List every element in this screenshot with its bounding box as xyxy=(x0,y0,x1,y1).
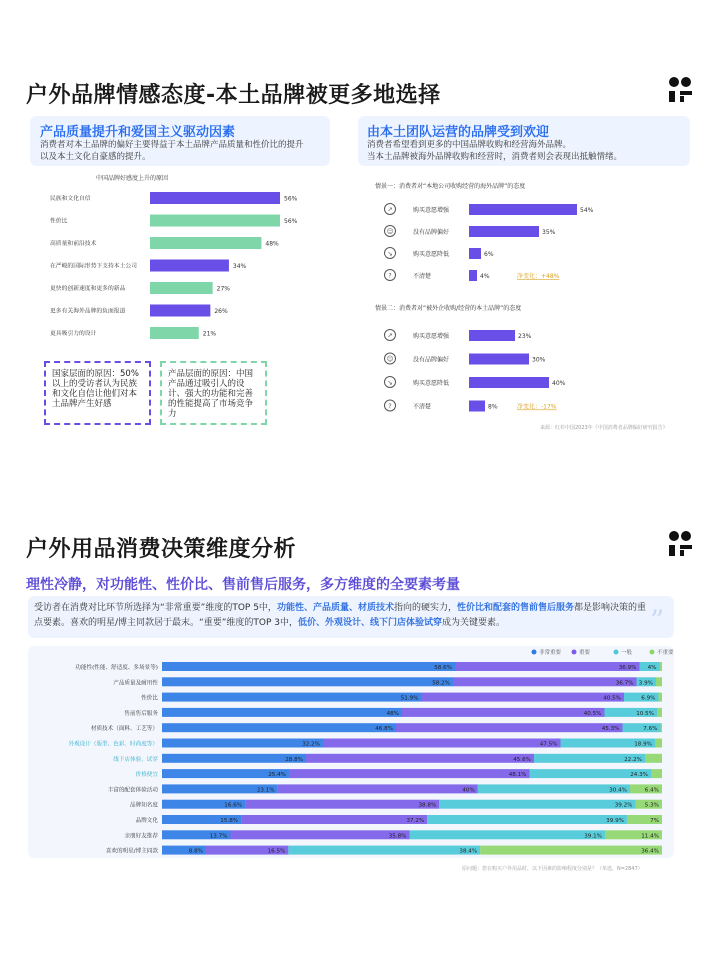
segment-value: 25.4% xyxy=(268,772,286,779)
desc-bold-3: 低价、外观设计、线下门店体验试穿 xyxy=(297,618,442,628)
bar-value: 21% xyxy=(202,330,217,338)
segment-value: 13.7% xyxy=(209,833,228,840)
segment-value: 58.6% xyxy=(434,665,452,671)
scenario-bar xyxy=(469,204,577,215)
left-panel-desc: 消费者对本土品牌的偏好主要得益于本土品牌产品质量和性价比的提升以及本土文化自豪感的提升。 xyxy=(40,140,304,162)
brand-logo-2 xyxy=(666,528,696,558)
scenario-value: 30% xyxy=(532,356,546,364)
legend-label: 一般 xyxy=(621,650,633,656)
scenario-value: 23% xyxy=(518,333,532,340)
segment-value: 36.4% xyxy=(641,848,659,855)
bar-value: 27% xyxy=(216,285,231,293)
stacked-segment xyxy=(289,769,530,778)
segment-value: 32.2% xyxy=(302,741,320,748)
segment-value: 5.3% xyxy=(644,802,659,809)
stacked-segment xyxy=(427,815,627,824)
segment-value: 38.8% xyxy=(418,802,437,809)
factor-label: 外观设计（版型、色彩、时尚度等） xyxy=(68,741,158,748)
stacked-segment xyxy=(306,754,534,763)
legend-label: 非常重要 xyxy=(539,650,562,656)
scenario-label: 不清楚 xyxy=(413,403,432,411)
segment-value: 16.6% xyxy=(224,802,243,809)
segment-value: 47.5% xyxy=(539,741,558,748)
stacked-segment xyxy=(288,846,480,855)
desc-text-2: 指向的硬实力， xyxy=(393,603,457,613)
legend-label: 重要 xyxy=(579,650,591,656)
scenario-title: 情景一：消费者对“本地公司收购经营的海外品牌”的态度 xyxy=(375,183,526,190)
category-icon-glyph: ☺ xyxy=(386,227,394,236)
desc-text-1: 受访者在消费对比环节所选择为“非常重要”维度的TOP 5中， xyxy=(34,603,277,613)
bar-value: 34% xyxy=(232,263,247,270)
segment-value: 36.7% xyxy=(615,680,634,687)
segment-value: 45.6% xyxy=(513,756,531,763)
segment-value: 39.2% xyxy=(614,802,633,809)
scenario-value: 40% xyxy=(552,380,566,387)
bar-label: 更快的创新速度和更多的新品 xyxy=(50,286,126,292)
right-panel-heading: 由本土团队运营的品牌受到欢迎 xyxy=(367,125,550,140)
legend-swatch xyxy=(532,650,537,655)
segment-value: 22.2% xyxy=(624,756,642,763)
category-icon-glyph: ↗ xyxy=(387,331,393,340)
factor-label: 线下店体验、试穿 xyxy=(113,756,158,763)
factor-label: 品牌文化 xyxy=(135,818,158,824)
desc-bold-1: 功能性、产品质量、材质技术 xyxy=(276,603,394,613)
segment-value: 48% xyxy=(386,710,399,717)
desc-text-3: 都是影响决策的重点要素。喜欢的明星/博主同款居于最末。“重要”维度的TOP 3中， xyxy=(34,603,646,628)
segment-value: 46.8% xyxy=(375,726,393,733)
scenario-value: 4% xyxy=(480,273,490,280)
scenario-label: 购买意愿增强 xyxy=(413,333,450,340)
question-note: 原问题：您在购买户外用品时，以下因素的影响程度分别是？（单选，N=2847） xyxy=(462,866,643,872)
segment-value: 35.8% xyxy=(388,833,407,840)
bar xyxy=(150,327,199,339)
factor-label: 喜欢的明星/博主同款 xyxy=(105,848,158,855)
legend-label: 不重要 xyxy=(657,650,674,656)
stacked-segment xyxy=(162,723,396,732)
stacked-segment xyxy=(453,677,637,686)
net-change-label: 净变化：-17% xyxy=(517,403,557,411)
stacked-segment xyxy=(245,800,439,809)
bar xyxy=(150,305,210,317)
bar-value: 26% xyxy=(214,308,228,315)
segment-value: 24.3% xyxy=(630,772,648,779)
bar xyxy=(150,237,261,249)
segment-value: 38.4% xyxy=(459,848,478,855)
stacked-segment xyxy=(162,739,323,748)
factor-label: 功能性(性能、舒适度、多场景等) xyxy=(75,665,158,671)
segment-value: 6.4% xyxy=(644,787,659,794)
stacked-segment xyxy=(402,708,605,717)
stacked-segment xyxy=(655,739,662,748)
chart-scenario-1 xyxy=(375,176,695,296)
chart-reasons xyxy=(30,170,330,356)
segment-value: 3.9% xyxy=(638,680,653,687)
bar-value: 48% xyxy=(265,240,279,248)
stacked-segment xyxy=(396,723,623,732)
segment-value: 4% xyxy=(647,665,657,671)
right-panel-desc-1: 消费者希望看到更多的中国品牌收购和经营海外品牌。 xyxy=(367,140,572,150)
brand-logo xyxy=(666,74,696,104)
national-reason-box: 国家层面的原因：50%以上的受访者认为民族和文化自信让他们对本土品牌产生好感 xyxy=(44,361,151,425)
left-panel-heading: 产品质量提升和爱国主义驱动因素 xyxy=(40,125,236,140)
factor-label: 材质技术（面料、工艺等） xyxy=(90,726,158,733)
bar-label: 更具吸引力的设计 xyxy=(50,331,97,337)
bar-label: 更多有关海外品牌的负面报道 xyxy=(50,308,126,315)
segment-value: 48.1% xyxy=(508,772,527,779)
right-panel-desc-2: 当本土品牌被海外品牌收购和经营时，消费者则会表现出抵触情绪。 xyxy=(367,152,623,162)
stacked-segment xyxy=(422,693,625,702)
stacked-segment xyxy=(162,693,422,702)
segment-value: 11.4% xyxy=(641,833,659,840)
category-icon-glyph: ↗ xyxy=(387,205,393,214)
scenario-bar xyxy=(469,401,485,412)
segment-value: 40.5% xyxy=(603,695,621,702)
chart-scenario-2 xyxy=(375,298,695,424)
scenario-label: 购买意愿降低 xyxy=(413,380,450,387)
scenario-value: 8% xyxy=(488,403,498,411)
stacked-segment xyxy=(651,769,662,778)
segment-value: 30.4% xyxy=(609,787,627,794)
segment-value: 37.2% xyxy=(406,818,425,824)
desc-bold-2: 性价比和配套的售前售后服务 xyxy=(456,603,574,613)
scenario-label: 购买意愿降低 xyxy=(413,251,450,258)
bar xyxy=(150,192,280,204)
category-icon-glyph: ↘ xyxy=(387,378,393,387)
scenario-bar xyxy=(469,248,481,259)
scenario-bar xyxy=(469,226,539,237)
factor-label: 亲朋好友推荐 xyxy=(124,833,158,840)
stacked-segment xyxy=(657,708,662,717)
legend-swatch xyxy=(572,650,577,655)
factor-label: 价格便宜 xyxy=(135,772,158,779)
legend-swatch xyxy=(614,650,619,655)
segment-value: 58.2% xyxy=(432,680,450,687)
stacked-segment xyxy=(659,693,663,702)
factor-label: 产品质量及耐用性 xyxy=(113,680,158,687)
legend-swatch xyxy=(650,650,655,655)
stacked-segment xyxy=(162,708,402,717)
quote-icon: ” xyxy=(650,604,665,637)
section2-desc xyxy=(34,601,646,631)
segment-value: 51.9% xyxy=(400,695,419,702)
category-icon-glyph: ☺ xyxy=(386,355,394,363)
stacked-segment xyxy=(645,754,662,763)
section1-title: 户外品牌情感态度-本土品牌被更多地选择 xyxy=(26,83,441,108)
stacked-segment xyxy=(410,830,606,839)
stacked-segment xyxy=(162,662,455,671)
bar-label: 性价比 xyxy=(50,218,68,225)
factor-label: 丰富的配套体验活动 xyxy=(107,787,158,794)
bar-label: 民族和文化自信 xyxy=(50,196,91,202)
scenario-bar xyxy=(469,330,515,341)
stacked-segment xyxy=(656,677,662,686)
scenario-label: 购买意愿增强 xyxy=(413,207,450,214)
segment-value: 18.9% xyxy=(634,741,652,748)
segment-value: 39.1% xyxy=(584,833,602,840)
scenario-label: 不清楚 xyxy=(413,273,432,280)
factor-label: 品牌知名度 xyxy=(130,802,158,809)
chart-decision-factors xyxy=(28,646,674,858)
scenario-title: 情景二：消费者对“被外企收购/经营的本土品牌”的态度 xyxy=(375,305,522,312)
bar-label: 在严峻的国际形势下支持本土公司 xyxy=(50,263,137,270)
segment-value: 39.9% xyxy=(606,818,624,824)
factor-label: 售前售后服务 xyxy=(124,710,158,717)
stacked-segment xyxy=(231,830,410,839)
section2-heading: 理性冷静，对功能性、性价比、售前售后服务，多方维度的全要素考量 xyxy=(26,577,460,593)
factor-label: 性价比 xyxy=(141,695,158,702)
bar-value: 56% xyxy=(284,218,298,225)
segment-value: 6.9% xyxy=(641,695,656,702)
segment-value: 7% xyxy=(650,818,659,824)
stacked-segment xyxy=(278,784,478,793)
product-reason-box: 产品层面的原因：中国产品通过吸引人的设计、强大的功能和完善的性能提高了市场竞争力 xyxy=(160,361,267,425)
bar xyxy=(150,260,229,272)
stacked-segment xyxy=(478,784,630,793)
scenario-bar xyxy=(469,377,549,388)
bar-label: 高质量和前沿技术 xyxy=(50,241,97,247)
desc-text-4: 成为关键要素。 xyxy=(441,618,505,628)
segment-value: 36.9% xyxy=(618,665,637,671)
net-change-label: 净变化：+48% xyxy=(517,273,560,280)
source-note: 来源：红杉中国2023年《中国消费者品牌偏好研究报告》 xyxy=(540,425,668,431)
segment-value: 28.8% xyxy=(285,756,303,763)
segment-value: 7.6% xyxy=(643,726,658,733)
segment-value: 15.8% xyxy=(220,818,239,824)
scenario-bar xyxy=(469,270,477,281)
scenario-value: 6% xyxy=(484,251,494,258)
scenario-label: 没有品牌偏好 xyxy=(413,356,450,364)
bar-value: 56% xyxy=(284,195,298,203)
segment-value: 23.1% xyxy=(256,787,275,794)
section2-title: 户外用品消费决策维度分析 xyxy=(26,537,297,562)
stacked-segment xyxy=(480,846,662,855)
bar xyxy=(150,215,280,227)
segment-value: 40.5% xyxy=(583,710,602,717)
segment-value: 40% xyxy=(462,787,475,794)
category-icon-glyph: ↘ xyxy=(387,249,393,258)
stacked-segment xyxy=(660,662,663,671)
bar xyxy=(150,282,213,294)
segment-value: 8.8% xyxy=(188,848,203,855)
scenario-value: 54% xyxy=(580,207,594,214)
stacked-segment xyxy=(455,662,640,671)
segment-value: 16.5% xyxy=(267,848,286,855)
category-icon-glyph: ? xyxy=(388,271,392,280)
scenario-value: 35% xyxy=(542,229,556,236)
segment-value: 45.3% xyxy=(601,726,620,733)
segment-value: 10.5% xyxy=(636,710,654,717)
stacked-segment xyxy=(439,800,635,809)
stacked-segment xyxy=(661,723,663,732)
stacked-segment xyxy=(323,739,561,748)
stacked-segment xyxy=(241,815,427,824)
category-icon-glyph: ? xyxy=(388,402,392,410)
scenario-label: 没有品牌偏好 xyxy=(413,229,450,236)
scenario-bar xyxy=(469,354,529,365)
stacked-segment xyxy=(162,677,453,686)
chart-title: 中国品牌好感度上升的原因 xyxy=(96,175,169,182)
